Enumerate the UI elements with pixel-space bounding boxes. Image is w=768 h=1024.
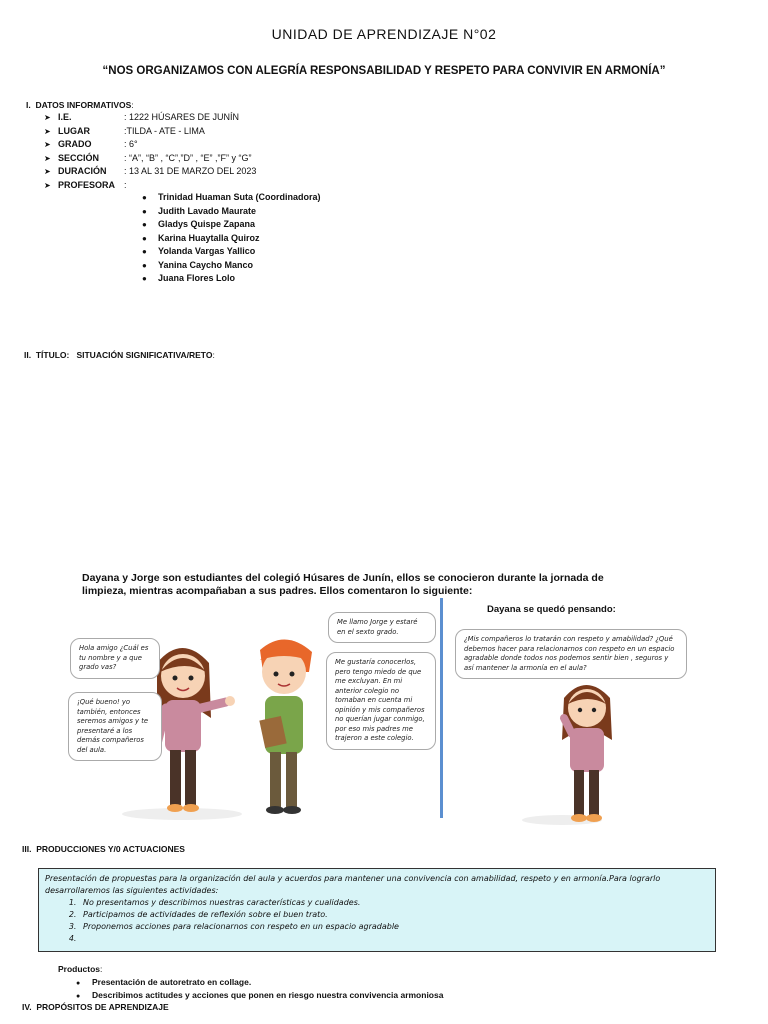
teacher-item: ● Yanina Caycho Manco	[142, 260, 321, 274]
product-item: ● Describimos actitudes y acciones que ponen en riesgo nuestra convivencia armoniosa	[76, 990, 443, 1003]
speech-bubble: Hola amigo ¿Cuál es tu nombre y a que grado vas?	[70, 638, 160, 679]
speech-bubble: ¡Qué bueno! yo también, entonces seremos amigos y te presentaré a los demás compañeros del aula.	[68, 692, 162, 761]
arrow-bullet-icon: ➤	[44, 167, 51, 176]
info-row: ➤ I.E. : 1222 HÚSARES DE JUNÍN	[44, 112, 240, 122]
thought-bubble: ¿Mis compañeros lo tratarán con respeto y amabilidad? ¿Qué debemos hacer para relacionarnos con respeto en un espacio agradable donde todos nos podemos sentir bien , seguros y así mantener la armonía en el aula?	[455, 629, 687, 679]
activities-intro: Presentación de propuestas para la organización del aula y acuerdos para mantener una convivencia con amabilidad, respeto y en armonía.Para lograrlo desarrollaremos las siguientes actividades:	[45, 874, 661, 895]
unit-title: UNIDAD DE APRENDIZAJE N°02	[271, 26, 497, 42]
section-2-heading: II. TÍTULO: SITUACIÓN SIGNIFICATIVA/RETO:	[24, 350, 215, 360]
section-number: I.	[26, 100, 31, 110]
products-heading: Productos:	[58, 964, 103, 974]
comic-divider	[440, 598, 443, 818]
activity-item	[79, 933, 715, 945]
teacher-item: ● Trinidad Huaman Suta (Coordinadora)	[142, 192, 321, 206]
section-1-heading: I. DATOS INFORMATIVOS:	[26, 100, 134, 110]
teacher-item: ● Yolanda Vargas Yallico	[142, 246, 321, 260]
info-list	[44, 112, 256, 193]
comic-illustration	[62, 568, 690, 830]
unit-name: “NOS ORGANIZAMOS CON ALEGRÍA RESPONSABILIDAD Y RESPETO PARA CONVIVIR EN ARMONÍA”	[102, 65, 666, 77]
teacher-item: ● Judith Lavado Maurate	[142, 206, 321, 220]
arrow-bullet-icon: ➤	[44, 153, 51, 163]
think-title: Dayana se quedó pensando:	[487, 604, 616, 615]
arrow-bullet-icon: ➤	[44, 113, 51, 122]
activities-box	[38, 868, 716, 952]
info-row: ➤ PROFESORA :	[44, 179, 127, 190]
comic-intro-text: Dayana y Jorge son estudiantes del colegió Húsares de Junín, ellos se conocieron durante la jornada de limpieza, mientras acompañaban a sus padres. Ellos comentaron lo siguiente:	[82, 572, 604, 597]
teacher-item: ● Karina Huaytalla Quiroz	[142, 233, 321, 247]
arrow-bullet-icon: ➤	[44, 140, 51, 149]
info-row: ➤ SECCIÓN : “A”, “B” , “C”,”D” , “E” ,”F” y “G”	[44, 152, 252, 163]
activities-list	[39, 897, 715, 945]
info-row: ➤ DURACIÓN : 13 AL 31 DE MARZO DEL 2023	[44, 166, 257, 176]
section-4-heading: IV. PROPÓSITOS DE APRENDIZAJE	[22, 1002, 169, 1012]
speech-bubble: Me llamo Jorge y estaré en el sexto grado.	[328, 612, 436, 643]
teacher-item: ● Juana Flores Lolo	[142, 273, 321, 287]
activity-item: 3. Proponemos acciones para relacionarnos con respeto en un espacio agradable	[79, 921, 715, 933]
girl-thinking-figure	[562, 685, 612, 822]
info-row: ➤ LUGAR :TILDA - ATE - LIMA	[44, 125, 205, 136]
arrow-bullet-icon: ➤	[44, 126, 51, 136]
girl-figure	[156, 648, 235, 812]
products-list	[76, 977, 443, 1002]
section-title: DATOS INFORMATIVOS	[35, 100, 132, 110]
teacher-item: ● Gladys Quispe Zapana	[142, 219, 321, 233]
activity-item: 1. No presentamos y describimos nuestras características y cualidades.	[79, 897, 715, 909]
arrow-bullet-icon: ➤	[44, 180, 51, 190]
boy-figure	[259, 639, 312, 814]
activity-item: 2. Participamos de actividades de reflexión sobre el buen trato.	[79, 909, 715, 921]
speech-bubble: Me gustaría conocerlos, pero tengo miedo de que me excluyan. En mi anterior colegio no tomaban en cuenta mi opinión y mis compañeros no querían jugar conmigo, por eso mis padres me trajeron a este colegio.	[326, 652, 436, 750]
info-row: ➤ GRADO : 6°	[44, 139, 138, 149]
teacher-list	[142, 192, 321, 287]
product-item: ● Presentación de autoretrato en collage.	[76, 977, 443, 990]
section-3-heading: III. PRODUCCIONES Y/0 ACTUACIONES	[22, 844, 185, 854]
